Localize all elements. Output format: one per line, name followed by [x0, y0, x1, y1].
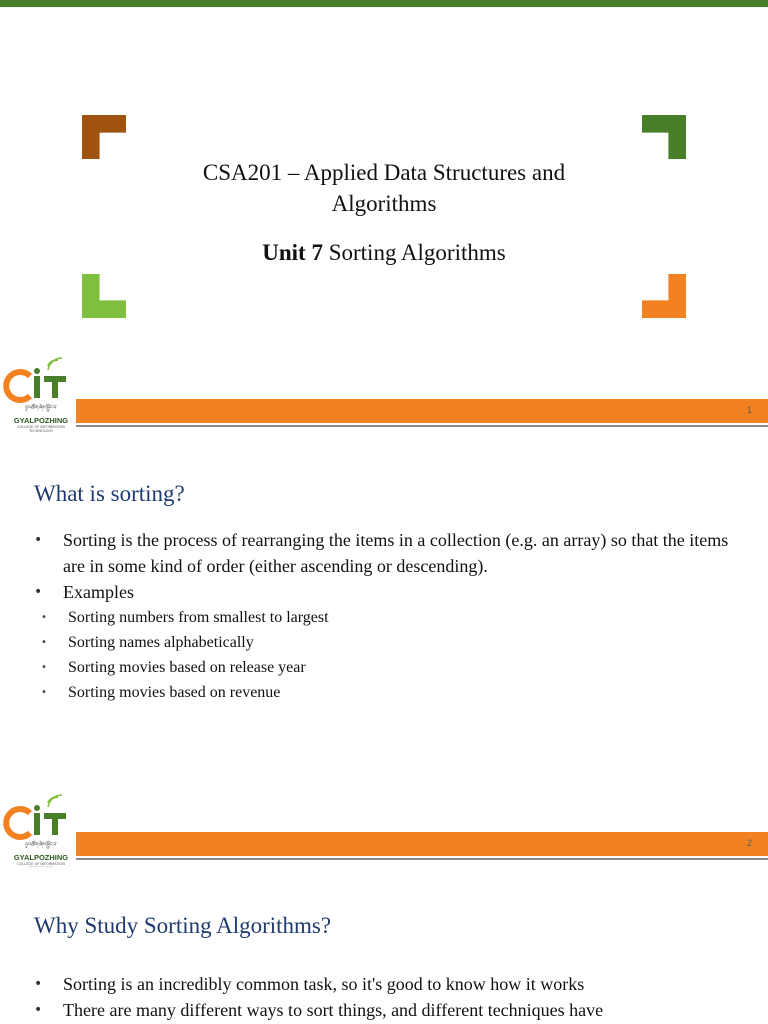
bullet-item [34, 579, 734, 705]
sub-bullet-text: Sorting movies based on release year [68, 659, 306, 676]
course-title-line1: CSA201 – Applied Data Structures and [202, 160, 566, 185]
corner-bracket-bottom-right [642, 274, 686, 318]
bullet-item [34, 997, 734, 1023]
bullet-text: Examples [63, 582, 134, 602]
sub-bullet-item [34, 680, 734, 705]
bullet-text: There are many different ways to sort things, and different techniques have [63, 1000, 604, 1020]
course-title [150, 157, 618, 219]
title-slide [0, 0, 768, 433]
slide-heading: Why Study Sorting Algorithms? [34, 913, 332, 938]
page-number: 1 [746, 405, 752, 415]
unit-label: Unit 7 [262, 240, 323, 265]
footer-bar [76, 832, 768, 856]
sub-bullet-item [34, 605, 734, 630]
unit-subtitle [150, 239, 618, 267]
slide-heading: What is sorting? [34, 481, 185, 506]
content-slide-what-is-sorting [0, 433, 768, 867]
content-slide-why-study-sorting [0, 867, 768, 1024]
logo-script-text: ཉྭ་ལཚོག་ཞེས་སྦྱོར་བ་ [24, 842, 57, 848]
bullet-list [34, 971, 734, 1023]
sub-bullet-text: Sorting names alphabetically [68, 634, 254, 651]
bullet-text: Sorting is the process of rearranging the items in a collection (e.g. an array) so that the items are in some kind of order (either ascending or descending). [63, 530, 729, 576]
logo-name: GYALPOZHING [13, 853, 69, 862]
unit-topic: Sorting Algorithms [328, 240, 506, 265]
logo-script-text: ཉྭ་ལཚོག་ཞེས་སྦྱོར་བ་ [24, 405, 57, 411]
bullet-dot-icon: • [34, 584, 43, 600]
sub-bullet-item [34, 630, 734, 655]
footer-line [76, 425, 768, 427]
logo-name: GYALPOZHING [13, 416, 69, 425]
corner-bracket-bottom-left [82, 274, 126, 318]
bullet-item [34, 527, 734, 579]
page-number: 2 [746, 838, 752, 848]
cit-logo-icon [8, 793, 74, 839]
cit-logo-icon [8, 356, 74, 402]
corner-bracket-top-left [82, 115, 126, 159]
bullet-text: Sorting is an incredibly common task, so it's good to know how it works [63, 974, 585, 994]
college-logo [8, 793, 74, 865]
sub-bullet-dot-icon: • [41, 612, 47, 623]
sub-bullet-dot-icon: • [41, 662, 47, 673]
bullet-list [34, 527, 734, 705]
footer-bar [76, 399, 768, 423]
footer-line [76, 858, 768, 860]
bullet-dot-icon: • [34, 976, 43, 992]
bullet-dot-icon: • [34, 532, 43, 548]
sub-bullet-text: Sorting numbers from smallest to largest [68, 609, 329, 626]
bullet-item [34, 971, 734, 997]
top-accent-bar [0, 0, 768, 7]
sub-bullet-dot-icon: • [41, 687, 47, 698]
bullet-dot-icon: • [34, 1002, 43, 1018]
corner-bracket-top-right [642, 115, 686, 159]
logo-tagline: COLLEGE OF INFORMATION [17, 862, 65, 866]
sub-bullet-text: Sorting movies based on revenue [68, 684, 281, 701]
sub-bullet-dot-icon: • [41, 637, 47, 648]
college-logo [8, 356, 74, 433]
sub-bullet-list [34, 605, 734, 705]
logo-tagline: COLLEGE OF INFORMATION TECHNOLOGY [17, 425, 65, 433]
sub-bullet-item [34, 655, 734, 680]
course-title-line2: Algorithms [331, 191, 437, 216]
